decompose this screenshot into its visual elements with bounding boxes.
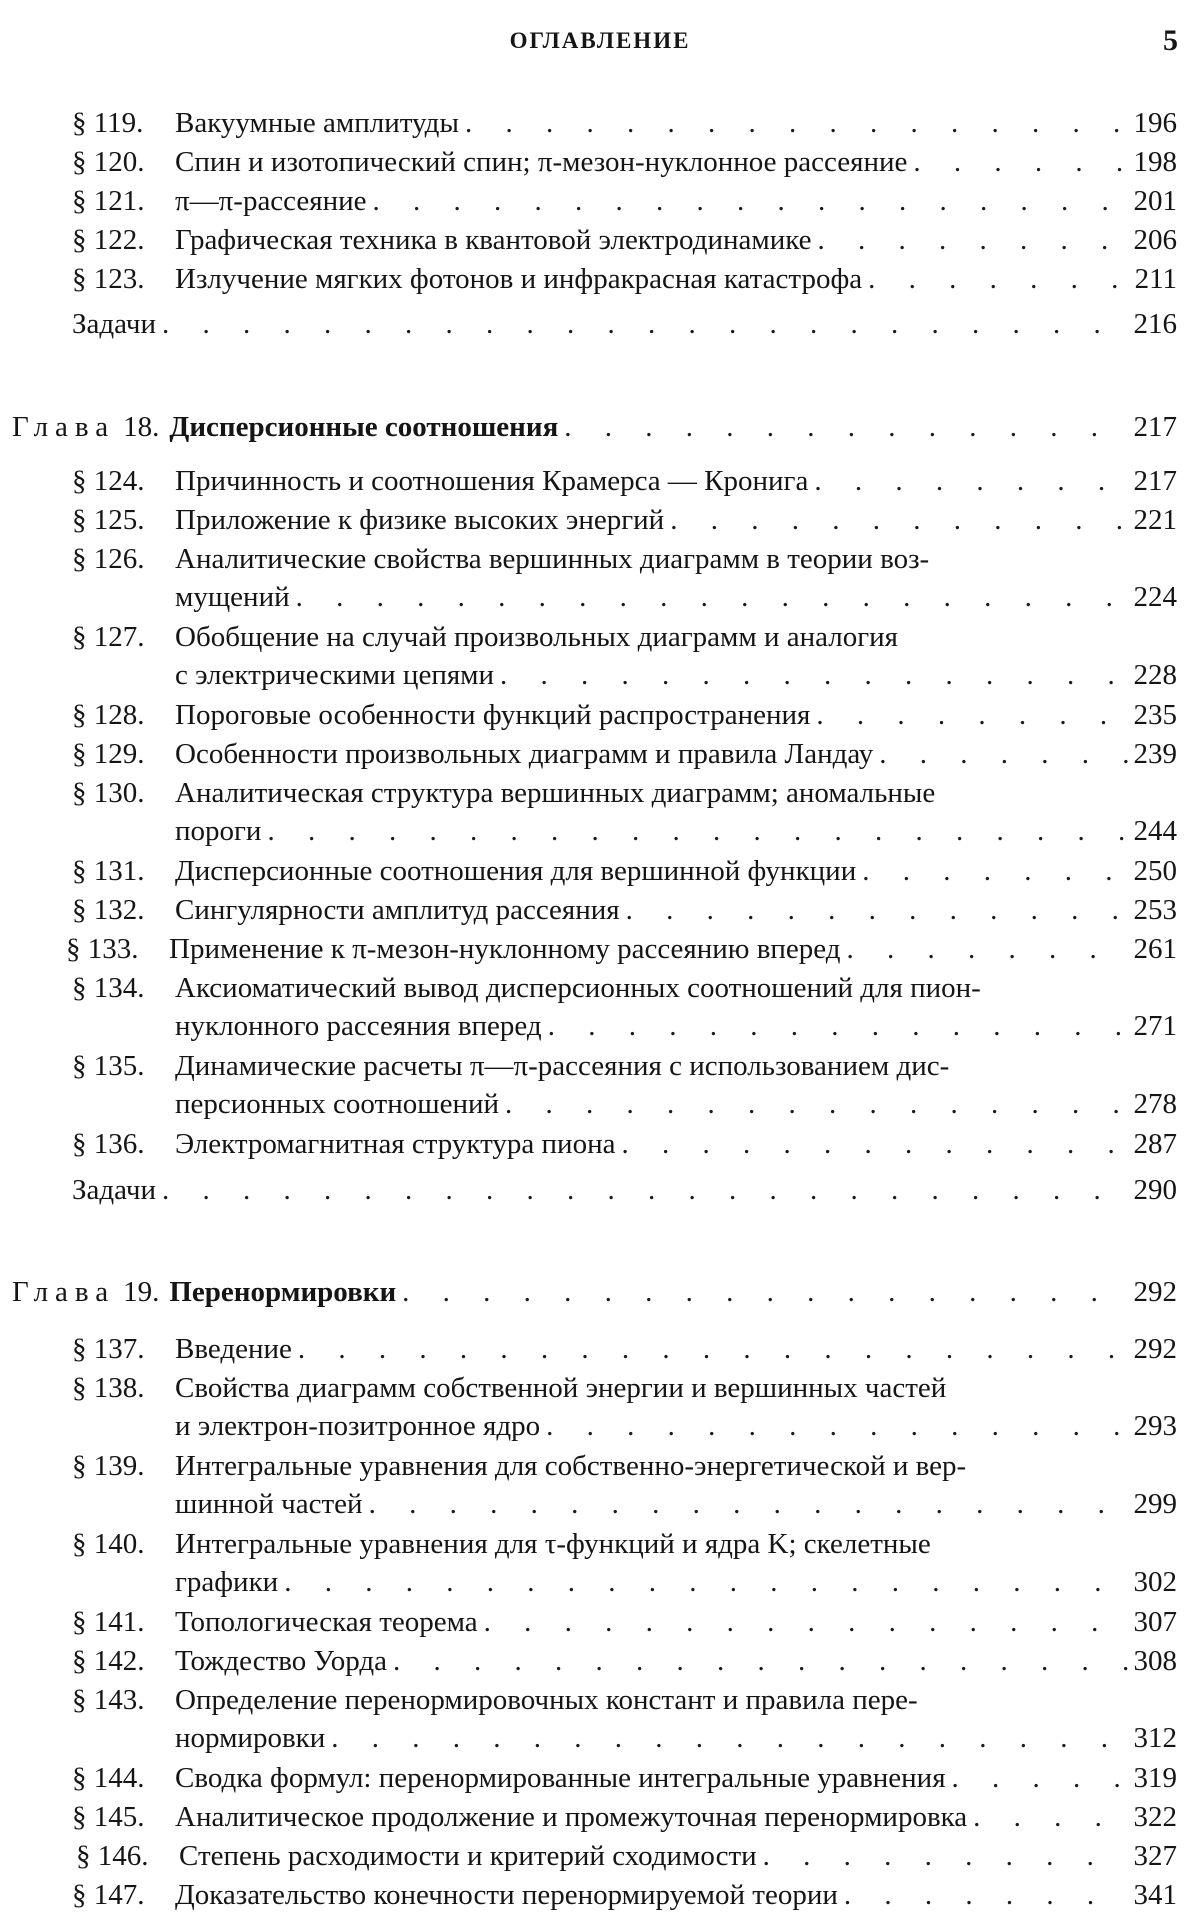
section-number: § 132. [72,894,145,926]
section-number: § 147. [72,1879,145,1911]
page-ref: 271 [1133,1010,1177,1042]
section-title: Причинность и соотношения Крамерса — Кронига [175,465,809,497]
section-title: Аналитическое продолжение и промежуточная перенормировка [175,1801,968,1833]
toc-entry-135 [72,1047,1177,1123]
section-number: § 122. [72,224,145,256]
section-number: § 139. [72,1450,145,1482]
section-title-line-1: Интегральные уравнения для τ-функций и ядра K; скелетные [175,1528,931,1560]
page-ref: 302 [1133,1566,1177,1598]
leader-dots [284,1563,1127,1601]
toc-entry-144 [72,1759,1177,1797]
section-title: Степень расходимости и критерий сходимости [179,1840,757,1872]
leader-dots [402,1273,1127,1311]
section-title: Сводка формул: перенормированные интегральные уравнения [175,1762,946,1794]
section-title: Топологическая теорема [175,1606,478,1638]
toc-entry-120 [72,143,1177,181]
page-ref: 206 [1133,224,1177,256]
page-ref: 228 [1133,659,1177,691]
section-number: § 135. [72,1050,145,1082]
page-ref: 327 [1133,1840,1177,1872]
leader-dots [369,1485,1128,1523]
section-title-line-2: и электрон-позитронное ядро [175,1410,541,1442]
section-title-line-1: Интегральные уравнения для собственно-энергетической и вер- [175,1450,967,1482]
chapter-title: Дисперсионные соотношения [169,411,559,443]
toc-entry-141 [72,1603,1177,1641]
section-number: § 120. [72,146,145,178]
toc-entry-tasks-ch18 [72,1171,1177,1209]
section-title: π—π-рассеяние [175,185,367,217]
page-number: 5 [1163,24,1178,57]
section-title: Доказательство конечности перенормируемой теории [175,1879,838,1911]
leader-dots [505,1085,1128,1123]
toc-chapter-19 [12,1273,1177,1311]
chapter-number: 19. [123,1276,160,1308]
section-title-line-1: Обобщение на случай произвольных диаграмм и аналогия [175,621,898,653]
section-number: § 119. [72,107,144,139]
leader-dots [564,408,1127,446]
chapter-label: Глава [12,411,116,443]
page-ref: 217 [1133,465,1177,497]
page-ref: 261 [1133,933,1177,965]
toc-entry-122 [72,221,1177,259]
page-ref: 201 [1133,185,1177,217]
toc-entry-138 [72,1369,1177,1445]
section-title: Дисперсионные соотношения для вершинной функции [175,855,857,887]
leader-dots [763,1837,1128,1875]
page-ref: 293 [1133,1410,1177,1442]
toc-entry-137 [72,1330,1177,1368]
leader-dots [952,1759,1128,1797]
page-ref: 244 [1133,815,1177,847]
leader-dots [267,812,1127,850]
toc-entry-147 [72,1876,1177,1914]
page-ref: 312 [1133,1722,1177,1754]
section-title: Электромагнитная структура пиона [175,1128,616,1160]
leader-dots [818,221,1128,259]
toc-entry-131 [72,852,1177,890]
section-number: § 144. [72,1762,145,1794]
page-ref: 217 [1133,411,1177,443]
toc-entry-tasks-ch17 [72,305,1177,343]
section-number: § 141. [72,1606,145,1638]
toc-entry-134 [72,969,1177,1045]
page-ref: 239 [1133,738,1177,770]
page-ref: 253 [1133,894,1177,926]
leader-dots [546,1407,1127,1445]
leader-dots [331,1719,1127,1757]
page-ref: 211 [1134,263,1177,295]
leader-dots [298,1330,1128,1368]
section-title-line-2: нуклонного рассеяния вперед [175,1010,542,1042]
leader-dots [484,1603,1128,1641]
leader-dots [844,1876,1128,1914]
page-ref: 287 [1133,1128,1177,1160]
toc-entry-119 [72,104,1177,142]
section-title: Пороговые особенности функций распространения [175,699,811,731]
page-ref: 224 [1133,581,1177,613]
section-title-line-2: пороги [175,815,262,847]
section-title-line-2: с электрическими цепями [175,659,495,691]
toc-entry-127 [72,618,1177,694]
section-title-line-1: Свойства диаграмм собственной энергии и вершинных частей [175,1372,947,1404]
section-title-line-2: нормировки [175,1722,326,1754]
section-number: § 133. [66,933,139,965]
toc-chapter-18 [12,408,1177,446]
leader-dots [879,735,1127,773]
section-number: § 143. [72,1684,145,1716]
chapter-title: Перенормировки [169,1276,397,1308]
tasks-title: Задачи [72,1174,156,1206]
toc-entry-124 [72,462,1177,500]
page-ref: 299 [1133,1488,1177,1520]
section-title: Спин и изотопический спин; π-мезон-нуклонное рассеяние [175,146,908,178]
toc-entry-142 [72,1642,1177,1680]
section-title-line-2: персионных соотношений [175,1088,499,1120]
running-header [0,24,1200,60]
section-title: Вакуумные амплитуды [175,107,459,139]
section-number: § 137. [72,1333,145,1365]
leader-dots [162,1171,1128,1209]
section-title: Тождество Уорда [175,1645,387,1677]
leader-dots [621,1125,1127,1163]
section-number: § 146. [76,1840,149,1872]
section-title: Излучение мягких фотонов и инфракрасная катастрофа [175,263,863,295]
section-title: Особенности произвольных диаграмм и правила Ландау [175,738,874,770]
section-number: § 127. [72,621,145,653]
toc-entry-129 [72,735,1177,773]
section-number: § 129. [72,738,145,770]
section-title: Сингулярности амплитуд рассеяния [175,894,620,926]
leader-dots [626,891,1128,929]
toc-entry-136 [72,1125,1177,1163]
section-title-line-1: Аналитические свойства вершинных диаграмм в теории воз- [175,543,930,575]
toc-entry-146 [76,1837,1177,1875]
chapter-number: 18. [123,411,160,443]
leader-dots [814,462,1127,500]
page-ref: 196 [1133,107,1177,139]
leader-dots [816,696,1127,734]
section-number: § 145. [72,1801,145,1833]
page-ref: 292 [1133,1276,1177,1308]
section-title-line-1: Аксиоматический вывод дисперсионных соотношений для пион- [175,972,981,1004]
toc-entry-133 [66,930,1177,968]
leader-dots [162,305,1128,343]
toc-entry-126 [72,540,1177,616]
leader-dots [862,852,1127,890]
leader-dots [847,930,1128,968]
page-ref: 250 [1133,855,1177,887]
leader-dots [373,182,1128,220]
leader-dots [548,1007,1128,1045]
toc-entry-143 [72,1681,1177,1757]
section-title-line-1: Определение перенормировочных констант и правила пере- [175,1684,918,1716]
toc-entry-128 [72,696,1177,734]
leader-dots [913,143,1127,181]
chapter-label: Глава [12,1276,116,1308]
toc-entry-121 [72,182,1177,220]
leader-dots [296,578,1128,616]
page-ref: 322 [1133,1801,1177,1833]
page-ref: 341 [1133,1879,1177,1911]
page-ref: 292 [1133,1333,1177,1365]
page-ref: 290 [1133,1174,1177,1206]
section-title-line-2: графики [175,1566,279,1598]
section-title-line-2: шинной частей [175,1488,363,1520]
page-ref: 308 [1133,1645,1177,1677]
section-title: Приложение к физике высоких энергий [175,504,665,536]
section-title: Графическая техника в квантовой электродинамике [175,224,812,256]
page-ref: 278 [1133,1088,1177,1120]
toc-entry-123 [72,260,1177,298]
leader-dots [868,260,1128,298]
section-number: § 124. [72,465,145,497]
toc-entry-132 [72,891,1177,929]
section-number: § 138. [72,1372,145,1404]
leader-dots [465,104,1128,142]
toc-entry-145 [72,1798,1177,1836]
section-number: § 140. [72,1528,145,1560]
leader-dots [670,501,1127,539]
section-number: § 130. [72,777,145,809]
leader-dots [393,1642,1128,1680]
section-title: Применение к π-мезон-нуклонному рассеянию вперед [169,933,841,965]
section-number: § 136. [72,1128,145,1160]
section-number: § 121. [72,185,145,217]
toc-entry-125 [72,501,1177,539]
section-title-line-1: Динамические расчеты π—π-рассеяния с использованием дис- [175,1050,950,1082]
page-ref: 235 [1133,699,1177,731]
leader-dots [973,1798,1127,1836]
section-number: § 126. [72,543,145,575]
section-number: § 125. [72,504,145,536]
section-number: § 123. [72,263,145,295]
toc-entry-140 [72,1525,1177,1601]
section-number: § 134. [72,972,145,1004]
leader-dots [500,656,1127,694]
section-title: Введение [175,1333,292,1365]
section-title-line-2: мущений [175,581,290,613]
toc-entry-139 [72,1447,1177,1523]
tasks-title: Задачи [72,308,156,340]
section-number: § 128. [72,699,145,731]
running-header-title: ОГЛАВЛЕНИЕ [509,28,691,53]
page-ref: 319 [1133,1762,1177,1794]
section-number: § 142. [72,1645,145,1677]
page-ref: 307 [1133,1606,1177,1638]
page-ref: 221 [1133,504,1177,536]
page-ref: 198 [1133,146,1177,178]
section-number: § 131. [72,855,145,887]
toc-entry-130 [72,774,1177,850]
page-ref: 216 [1133,308,1177,340]
section-title-line-1: Аналитическая структура вершинных диаграмм; аномальные [175,777,936,809]
